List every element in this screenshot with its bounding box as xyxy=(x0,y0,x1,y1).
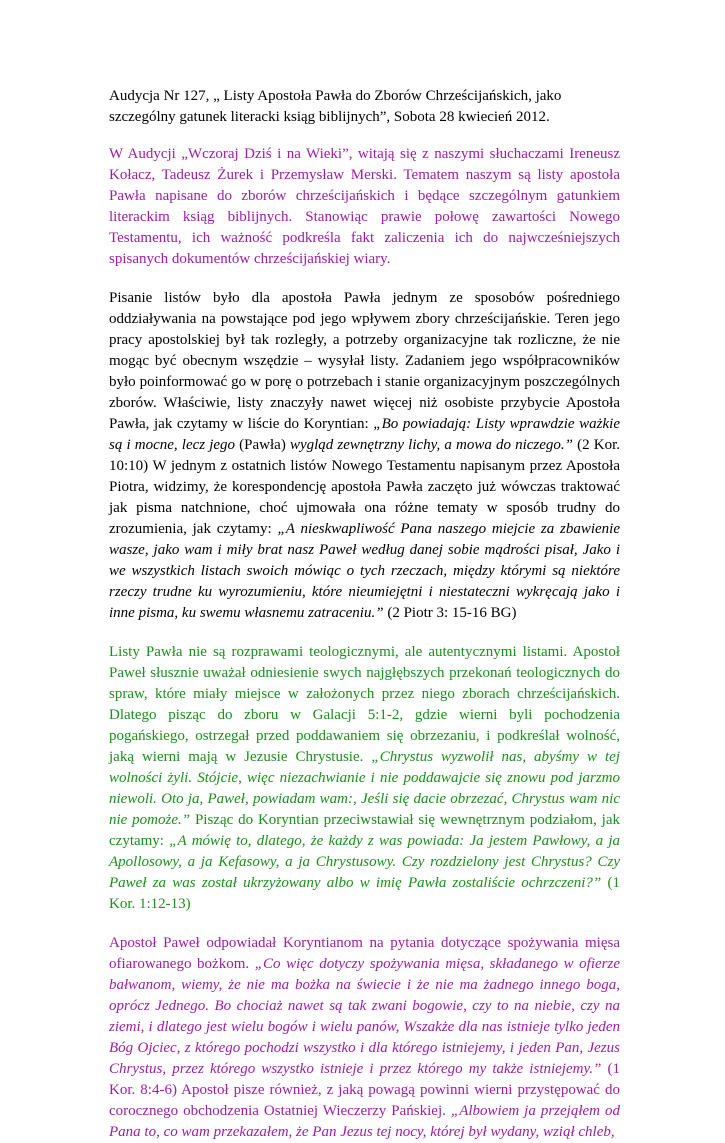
text-segment: (Pawła) xyxy=(235,437,290,453)
quote-galatians: „Chrystus wyzwolił nas, abyśmy w tej wolności żyli. Stójcie, więc niezachwianie i nie poddawajcie się znowu pod jarzmo niewoli. Oto ja, Paweł, powiadam wam:, Jeśli się dacie obrzezać, Chrystus wam nic nie pomoże.” xyxy=(109,749,620,828)
paragraph-letters-purpose xyxy=(109,288,620,624)
document-title: Audycja Nr 127, „ Listy Apostoła Pawła do Zborów Chrześcijańskich, jako szczególny gatunek literacki ksiąg biblijnych”, Sobota 28 kwiecień 2012. xyxy=(109,88,562,125)
quote-2-piotr: „A nieskwapliwość Pana naszego miejcie za zbawienie wasze, jako wam i miły brat nasz Paweł według danej sobie mądrości pisał, Jako i we wszystkich listach swoich mówiąc o tych rzeczach, między którymi są niektóre rzeczy trudne ku wyrozumieniu, które nieumiejętni i niestateczni wykręcają jako i inne pisma, ku swemu własnemu zatraceniu.” xyxy=(109,521,621,621)
quote-1-kor-8: „Co więc dotyczy spożywania mięsa, składanego w ofierze bałwanom, wiemy, że nie ma bożka na świecie i że nie ma żadnego innego boga, oprócz Jednego. Bo chociaż nawet są tak zwani bogowie, czy to na niebie, czy na ziemi, i dlatego jest wielu bogów i wielu panów, Wszakże dla nas istnieje tylko jeden Bóg Ojciec, z którego pochodzi wszystko i dla którego istniejemy, i jeden Pan, Jezus Chrystus, przez którego wszystko istnieje i przez którego my także istniejemy.” xyxy=(109,956,620,1077)
reference: (2 Piotr 3: 15-16 BG) xyxy=(383,605,517,621)
quote-last-supper: „Albowiem ja przejąłem od Pana to, co wam przekazałem, że Pan Jezus tej nocy, której był wydany, wziął chleb, xyxy=(109,1103,620,1140)
reference: (1 Kor. 1:12-13) xyxy=(109,875,621,912)
quote-1-kor: „A mówię to, dlatego, że każdy z was powiada: Ja jestem Pawłowy, a ja Apollosowy, a ja Kefasowy, a ja Chrystusowy. Czy rozdzielony jest Chrystus? Czy Paweł za was został ukrzyżowany albo w imię Pawła zostaliście ochrzczeni?” xyxy=(109,833,620,891)
paragraph-sacrificial-meat xyxy=(109,933,620,1143)
text-segment: Listy Pawła nie są rozprawami teologicznymi, ale autentycznymi listami. Apostoł Paweł słusznie uważał odniesienie swych najgłębszych przekonań teologicznych do spraw, które miały miejsce w założonych przez niego zborach chrześcijańskich. Dlatego pisząc do zboru w Galacji 5:1-2, gdzie wierni byli pochodzenia pogańskiego, ostrzegał przed poddawaniem się obrzezaniu, i podkreślał wolność, jaką wierni mają w Jezusie Chrystusie. xyxy=(109,644,620,765)
text-segment: (2 Kor. 10:10) W jednym z ostatnich listów Nowego Testamentu napisanym przez Apostoła Piotra, widzimy, że korespondencję apostoła Pawła zaczęto już wówczas traktować jak pisma natchnione, choć ujmowała ona różne tematy w sposób trudny do zrozumienia, jak czytamy: xyxy=(109,437,621,537)
quote-2-kor-cont: wygląd zewnętrzny lichy, a mowa do niczego.” xyxy=(289,437,574,453)
quote-2-kor: „Bo powiadają: Listy wprawdzie ważkie są i mocne, lecz jego xyxy=(109,416,620,453)
paragraph-intro: W Audycji „Wczoraj Dziś i na Wieki”, witają się z naszymi słuchaczami Ireneusz Kołacz, Tadeusz Żurek i Przemysław Merski. Tematem naszym są listy apostoła Pawła napisane do zborów chrześcijańskich i będące szczególnym gatunkiem literackim ksiąg biblijnych. Stanowiąc prawie połowę zawartości Nowego Testamentu, ich ważność podkreśla fakt zaliczenia ich do najwcześniejszych spisanych dokumentów chrześcijańskiej wiary. xyxy=(109,146,620,267)
text-segment: Pisząc do Koryntian przeciwstawiał się wewnętrznym podziałom, jak czytamy: xyxy=(109,812,620,849)
text-segment: Pisanie listów było dla apostoła Pawła jednym ze sposobów pośredniego oddziaływania na powstające pod jego wpływem zbory chrześcijańskie. Teren jego pracy apostolskiej był tak rozległy, a potrzeby organizacyjne tak rozliczne, że nie mogąc być obecnym wszędzie – wysyłał listy. Zadaniem jego współpracowników było poinformować go w porę o potrzebach i stanie organizacyjnym poszczególnych zborów. Właściwie, listy znaczyły nawet więcej niż osobiste przybycie Apostoła Pawła, jak czytamy w liście do Koryntian: xyxy=(109,290,620,432)
text-segment: Apostoł Paweł odpowiadał Koryntianom na pytania dotyczące spożywania mięsa ofiarowanego bożkom. xyxy=(109,935,620,972)
paragraph-authentic-letters xyxy=(109,642,620,915)
text-segment: (1 Kor. 8:4-6) Apostoł pisze również, z jaką powagą powinni wierni przystępować do corocznego obchodzenia Ostatniej Wieczerzy Pańskiej. xyxy=(109,1061,620,1119)
